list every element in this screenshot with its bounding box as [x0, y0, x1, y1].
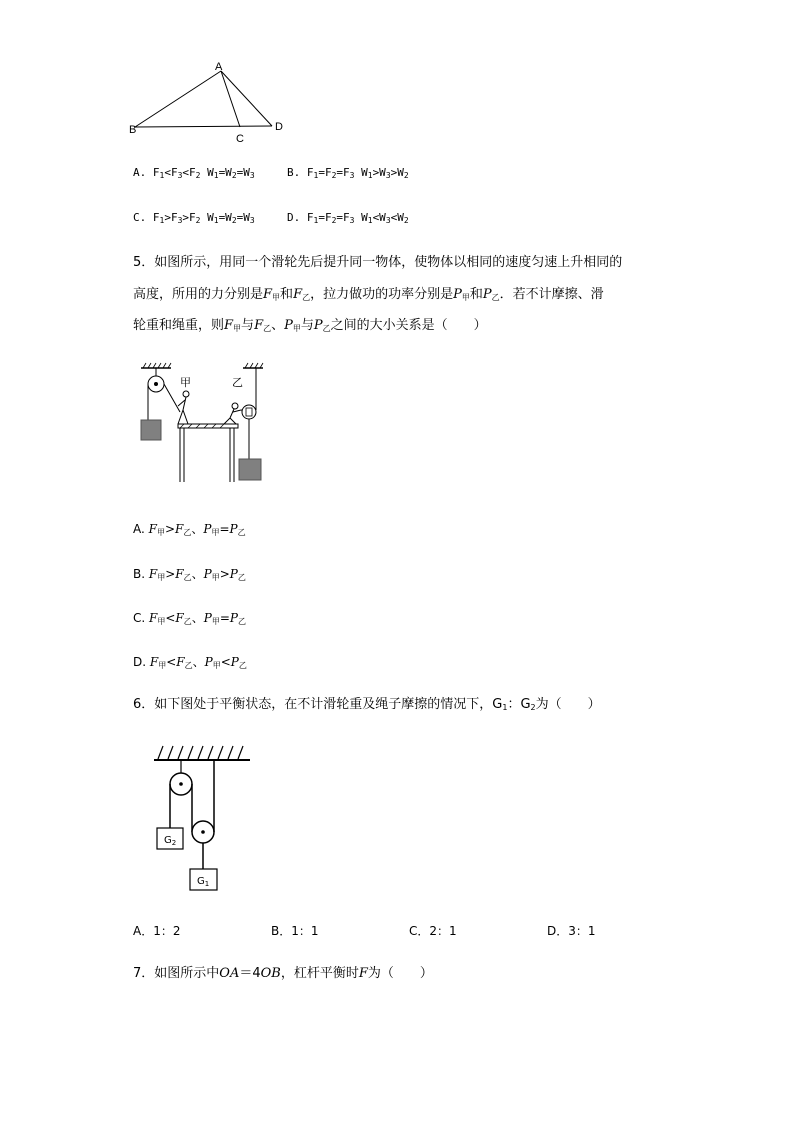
person-right-icon: [224, 403, 241, 424]
q5-stem-line-3: 轮重和绳重，则$F_甲$与$F_乙$、$P_甲$与$P_乙$之间的大小关系是（ ）: [133, 318, 487, 333]
triangle-figure: [125, 58, 295, 146]
label-A: A: [215, 61, 223, 73]
q5-stem-line-1: 5．如图所示，用同一个滑轮先后提升同一物体，使物体以相同的速度匀速上升相同的: [133, 255, 623, 270]
label-B: B: [129, 124, 137, 136]
label-D: D: [275, 121, 283, 133]
pulley-figure-q5: [138, 362, 273, 487]
q6-stem: 6．如下图处于平衡状态，在不计滑轮重及绳子摩擦的情况下，$G_1$：$G_2$为（ ）: [133, 697, 601, 712]
q7-stem: 7．如图所示中OA＝4OB，杠杆平衡时F为（ ）: [133, 966, 433, 981]
label-yi: 乙: [232, 376, 243, 389]
q6-option-a[interactable]: A．1：2: [133, 924, 181, 938]
q5-option-d[interactable]: D. $F_甲<F_乙$、$P_甲<P_乙$: [133, 655, 247, 670]
q5-stem-line-2: 高度，所用的力分别是$F_甲$和$F_乙$，拉力做功的功率分别是$P_甲$和$P_乙$．若不计摩擦、滑: [133, 287, 604, 302]
q5-option-b[interactable]: B. $F_甲>F_乙$、$P_甲>P_乙$: [133, 567, 246, 582]
q5-option-a[interactable]: A. $F_甲>F_乙$、$P_甲=P_乙$: [133, 522, 246, 537]
label-C: C: [236, 133, 244, 145]
q4-option-c[interactable]: C. $F_1>F_3>F_2$ $W_1=W_2=W_3$: [133, 211, 255, 225]
q6-option-c[interactable]: C．2：1: [409, 924, 457, 938]
q5-option-c[interactable]: C. $F_甲<F_乙$、$P_甲=P_乙$: [133, 611, 246, 626]
pulley-figure-q6: [150, 742, 255, 894]
svg-text:G2: $G_2$: [164, 835, 177, 847]
platform-wall: [178, 424, 238, 428]
label-jia: 甲: [180, 376, 191, 389]
g2-label: G: [164, 835, 172, 846]
q4-option-d[interactable]: D. $F_1=F_2=F_3$ $W_1<W_3<W_2$: [287, 211, 409, 225]
q6-option-b[interactable]: B．1：1: [271, 924, 319, 938]
g1-label: G: [197, 876, 205, 887]
svg-text:G1: $G_1$: [197, 876, 210, 888]
q4-option-a[interactable]: A. $F_1<F_3<F_2$ $W_1=W_2=W_3$: [133, 166, 255, 180]
weight-block-right: [239, 459, 261, 480]
q6-option-d[interactable]: D．3：1: [547, 924, 596, 938]
person-left-icon: [178, 391, 189, 424]
weight-block-left: [141, 420, 161, 440]
q4-option-b[interactable]: B. $F_1=F_2=F_3$ $W_1>W_3>W_2$: [287, 166, 409, 180]
